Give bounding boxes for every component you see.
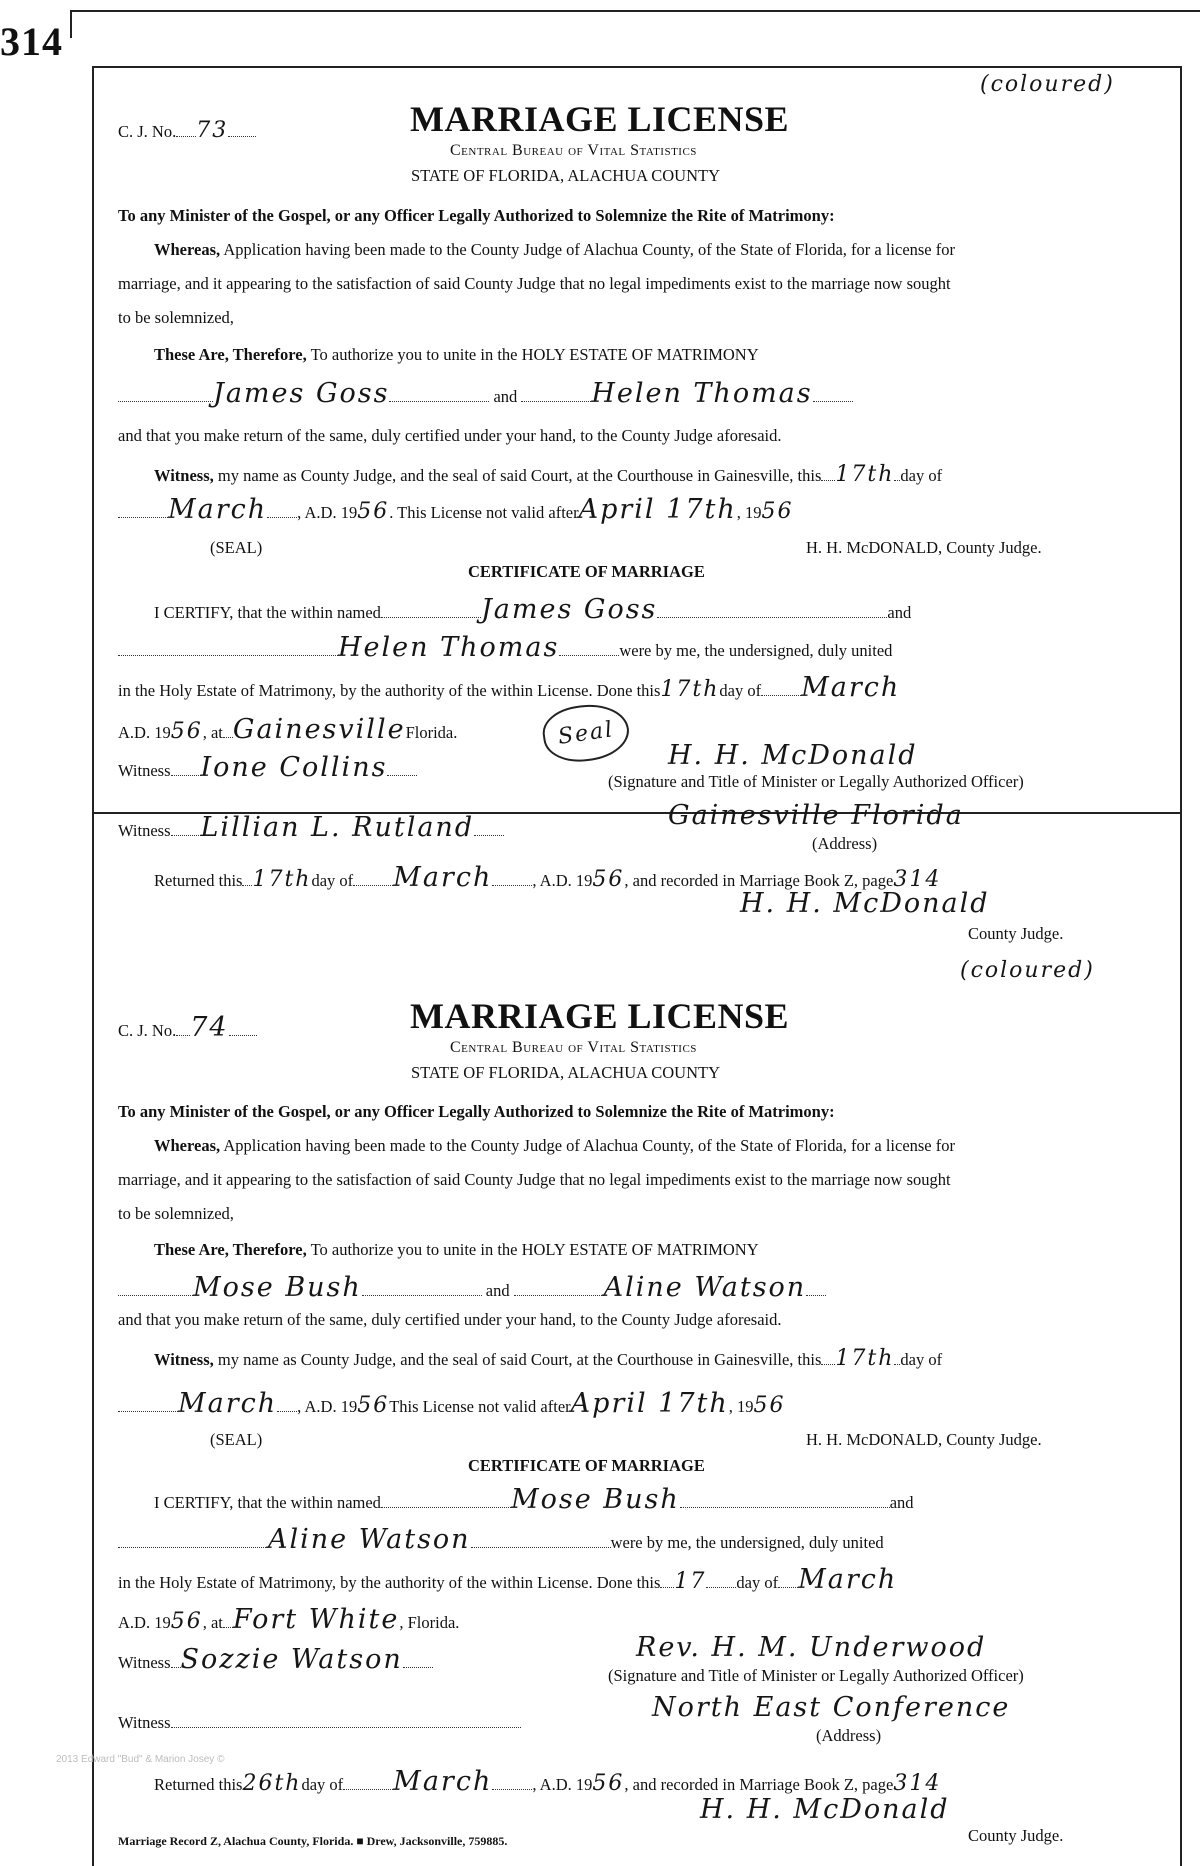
issue-year: 56: [357, 499, 390, 524]
cert-bride: Helen Thomas: [338, 632, 560, 663]
license-title: MARRIAGE LICENSE: [410, 996, 790, 1036]
done-day: 17: [674, 1569, 707, 1594]
issue-year: 56: [357, 1393, 390, 1418]
place-line: A.D. 1956, at GainesvilleFlorida.: [118, 714, 458, 745]
officer-caption: (Signature and Title of Minister or Legally Authorized Officer): [608, 772, 1024, 791]
county-judge-label: County Judge.: [968, 924, 1064, 943]
holy-estate-line: in the Holy Estate of Matrimony, by the authority of the within License. Done this 17 day of March: [118, 1564, 898, 1595]
cj-label: C. J. No.: [118, 122, 177, 141]
return-line: and that you make return of the same, duly certified under your hand, to the County Judge aforesaid.: [118, 426, 782, 445]
seal-stamp: Seal: [540, 699, 633, 766]
address-line: To any Minister of the Gospel, or any Officer Legally Authorized to Solemnize the Rite of Matrimony:: [118, 206, 835, 225]
whereas-line-2: marriage, and it appearing to the satisfaction of said County Judge that no legal impediments exist to the marriage now sought: [118, 274, 951, 293]
book-page: 314: [893, 1771, 942, 1796]
colored-note: (coloured): [980, 72, 1115, 97]
bureau-name: Central Bureau of Vital Statistics: [450, 1039, 697, 1056]
couple-line: James Goss and Helen Thomas: [118, 378, 853, 409]
address-line: To any Minister of the Gospel, or any Officer Legally Authorized to Solemnize the Rite of Matrimony:: [118, 1102, 835, 1121]
book-page: 314: [893, 867, 942, 892]
returned-month: March: [393, 1766, 493, 1797]
license-1-top-rule: [92, 66, 1180, 68]
groom-name: Mose Bush: [193, 1272, 362, 1303]
couple-line: Mose Bush and Aline Watson: [118, 1272, 826, 1303]
returned-line: Returned this 17thday of March , A.D. 1956, and recorded in Marriage Book Z, page314: [154, 862, 942, 893]
judge-signature: H. H. McDonald: [740, 888, 990, 919]
witness-2-line: Witness Lillian L. Rutland: [118, 812, 504, 843]
whereas-line-1: Whereas, Application having been made to the County Judge of Alachua County, of the State of Florida, for a license for: [154, 1136, 955, 1155]
expiry-year: 56: [761, 499, 794, 524]
returned-day: 17th: [252, 867, 312, 892]
whereas-line-1: Whereas, Application having been made to the County Judge of Alachua County, of the State of Florida, for a license for: [154, 240, 955, 259]
officer-caption: (Signature and Title of Minister or Legally Authorized Officer): [608, 1666, 1024, 1685]
certify-line: I CERTIFY, that the within named Mose Bush and: [154, 1484, 914, 1515]
cj-number: 73: [196, 118, 229, 143]
done-day: 17th: [660, 677, 720, 702]
certify-line: I CERTIFY, that the within named James Goss and: [154, 594, 912, 625]
certificate-title: CERTIFICATE OF MARRIAGE: [468, 562, 705, 581]
officer-address: North East Conference: [652, 1692, 1011, 1723]
officer-address: Gainesville Florida: [668, 800, 964, 831]
state-county: STATE OF FLORIDA, ALACHUA COUNTY: [411, 166, 720, 185]
judge-label: H. H. McDONALD, County Judge.: [806, 538, 1042, 557]
witness-2-name: Lillian L. Rutland: [200, 812, 475, 843]
top-border: [70, 10, 1200, 12]
marriage-place: Fort White: [232, 1604, 400, 1635]
bride-name: Helen Thomas: [591, 378, 813, 409]
expiry-date: April 17th: [570, 1388, 729, 1419]
return-line: and that you make return of the same, duly certified under your hand, to the County Judge aforesaid.: [118, 1310, 782, 1329]
marriage-place: Gainesville: [232, 714, 406, 745]
top-border-corner: [70, 10, 72, 38]
done-year: 56: [170, 719, 203, 744]
expiry-year: 56: [753, 1393, 786, 1418]
address-caption: (Address): [812, 834, 878, 853]
issue-month: March: [178, 1388, 278, 1419]
printer-mark-icon: ■: [356, 1834, 364, 1848]
officer-signature: Rev. H. M. Underwood: [636, 1632, 987, 1663]
witness-issue-line: Witness, my name as County Judge, and the seal of said Court, at the Courthouse in Gainesville, this 17th day of: [154, 462, 943, 487]
cert-groom: James Goss: [480, 594, 658, 625]
page-number: 314: [0, 19, 63, 64]
expiry-date: April 17th: [578, 494, 737, 525]
witness-1-line: Witness Ione Collins: [118, 752, 417, 783]
cj-number-line: C. J. No. 74: [118, 1012, 257, 1043]
footer-record-info: Marriage Record Z, Alachua County, Florida. ■ Drew, Jacksonville, 759885.: [118, 1834, 508, 1848]
cj-number-line: [118, 118, 256, 143]
cert-bride-line: Helen Thomas were by me, the undersigned, duly united: [118, 632, 892, 663]
bureau-name: Central Bureau of Vital Statistics: [450, 142, 697, 159]
done-year: 56: [170, 1609, 203, 1634]
whereas-line-3: to be solemnized,: [118, 1204, 234, 1223]
issue-date-line: March , A.D. 1956. This License not valid afterApril 17th, 1956: [118, 494, 794, 525]
done-month: March: [801, 672, 901, 703]
witness-2-line: Witness: [118, 1704, 521, 1735]
officer-signature: H. H. McDonald: [668, 740, 918, 771]
place-line: A.D. 1956, at Fort White, Florida.: [118, 1604, 460, 1635]
judge-signature: H. H. McDonald: [700, 1794, 950, 1825]
done-month: March: [798, 1564, 898, 1595]
these-are-line: These Are, Therefore, To authorize you to unite in the HOLY ESTATE OF MATRIMONY: [154, 345, 759, 364]
cert-bride: Aline Watson: [268, 1524, 471, 1555]
these-are-line: These Are, Therefore, To authorize you to unite in the HOLY ESTATE OF MATRIMONY: [154, 1240, 759, 1259]
returned-line: Returned this26thday of March , A.D. 1956, and recorded in Marriage Book Z, page314: [154, 1766, 942, 1797]
address-caption: (Address): [816, 1726, 882, 1745]
issue-day: 17th: [835, 1346, 895, 1371]
issue-day: 17th: [835, 462, 895, 487]
witness-1-line: Witness Sozzie Watson: [118, 1644, 433, 1675]
judge-label: H. H. McDONALD, County Judge.: [806, 1430, 1042, 1449]
issue-month: March: [168, 494, 268, 525]
certificate-title: CERTIFICATE OF MARRIAGE: [468, 1456, 705, 1475]
copyright-watermark: 2013 Edward "Bud" & Marion Josey ©: [56, 1754, 225, 1765]
whereas-line-3: to be solemnized,: [118, 308, 234, 327]
issue-date-line: March , A.D. 1956This License not valid afterApril 17th, 1956: [118, 1388, 786, 1419]
cert-groom: Mose Bush: [510, 1484, 680, 1515]
cert-bride-line: Aline Watson were by me, the undersigned, duly united: [118, 1524, 884, 1555]
cj-number: 74: [190, 1012, 229, 1043]
state-county: STATE OF FLORIDA, ALACHUA COUNTY: [411, 1063, 720, 1082]
returned-year: 56: [592, 867, 625, 892]
license-title: MARRIAGE LICENSE: [410, 99, 790, 139]
seal-label: (SEAL): [210, 1430, 263, 1449]
whereas-line-2: marriage, and it appearing to the satisfaction of said County Judge that no legal impediments exist to the marriage now sought: [118, 1170, 951, 1189]
county-judge-label: County Judge.: [968, 1826, 1064, 1845]
groom-name: James Goss: [213, 378, 390, 409]
witness-issue-line: Witness, my name as County Judge, and the seal of said Court, at the Courthouse in Gainesville, this 17th day of: [154, 1346, 943, 1371]
returned-month: March: [393, 862, 493, 893]
witness-1-name: Sozzie Watson: [180, 1644, 403, 1675]
seal-label: (SEAL): [210, 538, 263, 557]
holy-estate-line: in the Holy Estate of Matrimony, by the authority of the within License. Done this17thday of March: [118, 672, 901, 703]
bride-name: Aline Watson: [603, 1272, 807, 1303]
witness-1-name: Ione Collins: [200, 752, 388, 783]
returned-day: 26th: [242, 1771, 302, 1796]
returned-year: 56: [592, 1771, 625, 1796]
colored-note: (coloured): [960, 958, 1095, 983]
